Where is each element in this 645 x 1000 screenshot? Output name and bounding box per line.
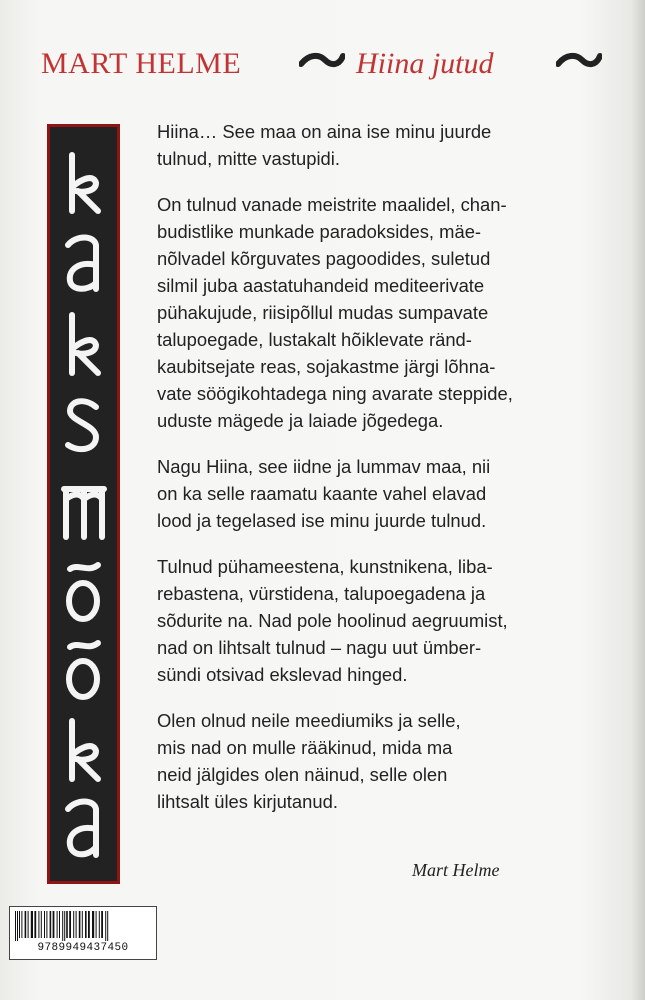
letter-o-tilde: [69, 643, 98, 697]
blurb-line: Olen olnud neile meediumiks ja selle,: [157, 710, 461, 731]
blurb-line: tulnud, mitte vastupidi.: [157, 148, 340, 169]
barcode-bar: [57, 911, 58, 938]
swash-ornament: [299, 50, 345, 72]
blurb-text: [157, 118, 577, 834]
letter-o-tilde: [69, 565, 98, 619]
barcode-bar: [82, 911, 83, 938]
blurb-paragraph: [157, 453, 577, 534]
blurb-line: vate söögikohtadega ning avarate steppide,: [157, 383, 513, 404]
blurb-line: silmil juba aastatuhandeid mediteerivate: [157, 275, 485, 296]
blurb-line: neid jälgides olen näinud, selle olen: [157, 764, 448, 785]
barcode-bar: [79, 911, 81, 938]
blurb-paragraph: [157, 707, 577, 815]
blurb-line: nad on lihtsalt tulnud – nagu uut ümber-: [157, 637, 482, 658]
barcode-bar: [44, 911, 45, 938]
barcode-bar: [21, 911, 22, 938]
barcode-bar: [88, 911, 90, 938]
blurb-line: pühakujude, riisipõllul mudas sumpavate: [157, 302, 489, 323]
blurb-paragraph: [157, 191, 577, 434]
blurb-line: Nagu Hiina, see iidne ja lummav maa, nii: [157, 456, 491, 477]
blurb-line: sündi otsivad ekslevad hinged.: [157, 664, 408, 685]
barcode-bar: [41, 911, 42, 938]
letter-k: [72, 155, 98, 211]
barcode-bar: [62, 911, 63, 941]
blurb-line: on ka selle raamatu kaante vahel elavad: [157, 483, 487, 504]
barcode: [9, 906, 157, 960]
letter-k: [72, 721, 98, 779]
vertical-title-panel: [47, 124, 120, 884]
barcode-bar: [50, 911, 52, 938]
barcode-bar: [59, 911, 60, 938]
blurb-line: uduste mägede ja laiade jõgedega.: [157, 410, 444, 431]
blurb-line: rebastena, vürstidena, talupoegadena ja: [157, 583, 486, 604]
barcode-bar: [96, 911, 97, 938]
barcode-bar: [107, 911, 108, 941]
barcode-bar: [34, 911, 36, 938]
blurb-line: sõdurite na. Nad pole hoolinud aegruumist,: [157, 610, 508, 631]
blurb-line: On tulnud vanade meistrite maalidel, chan-: [157, 194, 507, 215]
cover-header: [20, 42, 620, 86]
blurb-line: Hiina… See maa on aina ise minu juurde: [157, 121, 492, 142]
swash-ornament: [556, 50, 602, 72]
blurb-paragraph: [157, 118, 577, 172]
barcode-bar: [101, 911, 103, 938]
isbn-number: 9789949437450: [37, 942, 129, 954]
letter-m: [64, 489, 104, 537]
barcode-bar: [15, 911, 16, 941]
blurb-line: Tulnud pühameestena, kunstnikena, liba-: [157, 556, 493, 577]
signature: Mart Helme: [412, 860, 500, 880]
series-title: Hiina jutud: [356, 47, 494, 80]
blurb-line: lood ja tegelased ise minu juurde tulnud.: [157, 510, 487, 531]
barcode-bars: [13, 911, 153, 941]
blurb-paragraph: [157, 553, 577, 688]
blurb-line: mis nad on mulle rääkinud, mida ma: [157, 737, 453, 758]
barcode-bar: [99, 911, 100, 938]
barcode-bar: [64, 911, 65, 941]
vertical-title-lettering: [50, 127, 117, 881]
cover-edge-shadow: [631, 0, 645, 1000]
barcode-bar: [73, 911, 74, 938]
letter-a: [68, 802, 96, 856]
blurb-line: kaubitsejate reas, sojakastme järgi lõhna-: [157, 356, 496, 377]
barcode-bar: [19, 911, 20, 938]
blurb-line: lihtsalt üles kirjutanud.: [157, 791, 338, 812]
barcode-bar: [69, 911, 71, 938]
letter-k: [72, 315, 98, 373]
barcode-bar: [31, 911, 33, 938]
vertical-title-inner: [50, 127, 117, 881]
blurb-line: nõlvadel kõrguvates pagoodides, suletud: [157, 248, 491, 269]
barcode-bar: [28, 911, 29, 938]
barcode-bar: [66, 911, 68, 938]
barcode-bar: [46, 911, 47, 938]
letter-s: [68, 401, 96, 449]
barcode-bar: [53, 911, 55, 938]
barcode-bar: [92, 911, 94, 938]
barcode-bar: [76, 911, 77, 938]
barcode-bar: [85, 911, 87, 938]
letter-a: [68, 238, 96, 290]
author-name: MART HELME: [41, 47, 242, 80]
blurb-line: talupoegade, lustakalt hõiklevate ränd-: [157, 329, 472, 350]
barcode-bar: [17, 911, 18, 941]
barcode-bar: [38, 911, 39, 938]
barcode-bar: [105, 911, 106, 941]
blurb-line: budistlike munkade paradoksides, mäe-: [157, 221, 482, 242]
barcode-bar: [25, 911, 27, 938]
